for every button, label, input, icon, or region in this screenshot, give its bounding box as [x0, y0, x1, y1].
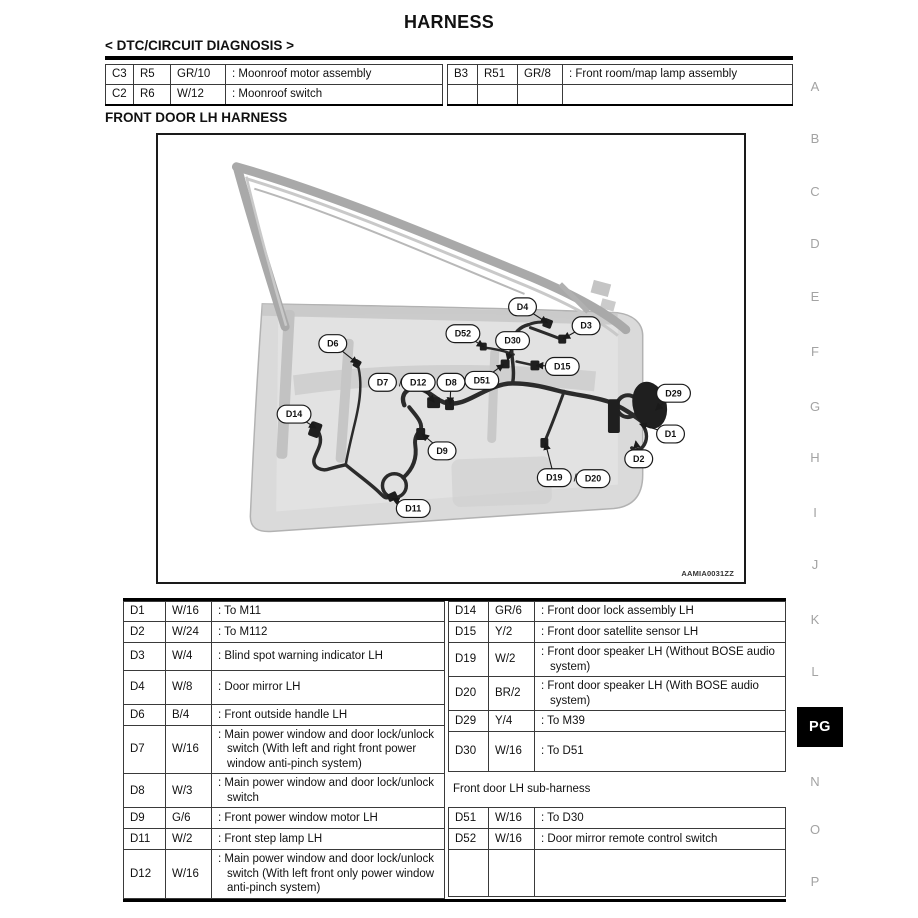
connector-label-D12: [398, 373, 435, 391]
connector-label-D1: [657, 425, 685, 443]
svg-text:D3: D3: [580, 320, 592, 331]
connector-label-D20: [573, 470, 610, 488]
cell-spec: W/2: [489, 643, 535, 677]
cell-desc: : Main power window and door lock/unlock switch (With left and right front power window anti-pinch system): [212, 726, 445, 774]
cell-spec: W/24: [166, 622, 212, 643]
cell-code: D3: [124, 643, 166, 671]
cell-code: D1: [124, 602, 166, 622]
cell-desc: : Front outside handle LH: [212, 705, 445, 726]
side-index-letter-B: B: [810, 131, 820, 146]
dtc-connector-tables: [105, 64, 793, 106]
cell-spec: B/4: [166, 705, 212, 726]
connector-label-D4: [509, 298, 537, 316]
cell-desc: : Front door speaker LH (With BOSE audio system): [535, 677, 786, 711]
table-row: [124, 774, 445, 808]
table-row: [106, 65, 443, 85]
cell-code: D52: [449, 829, 489, 850]
cell-grid: R51: [478, 65, 518, 85]
side-index-letter-F: F: [811, 344, 819, 359]
connector-label-D15: [545, 358, 579, 376]
table-row: [448, 65, 793, 85]
side-index-letter-J: J: [811, 557, 819, 572]
cell-desc: [563, 85, 793, 105]
cell-code: D6: [124, 705, 166, 726]
side-index-letter-G: G: [809, 399, 821, 414]
svg-text:D19: D19: [546, 472, 563, 483]
table-row: [449, 602, 786, 622]
cell-desc: : Door mirror remote control switch: [535, 829, 786, 850]
cell-spec: W/16: [166, 850, 212, 898]
cell-spec: GR/6: [489, 602, 535, 622]
dtc-table-right: [447, 64, 793, 106]
connector-label-D51: [465, 371, 499, 389]
cell-spec: W/16: [166, 726, 212, 774]
svg-text:D1: D1: [664, 428, 677, 439]
cell-code: D14: [449, 602, 489, 622]
connector-label-D9: [428, 442, 456, 460]
table-row: [124, 726, 445, 774]
cell-desc: : Front door speaker LH (Without BOSE audio system): [535, 643, 786, 677]
cell-spec: Y/2: [489, 622, 535, 643]
connector-label-D7: [369, 373, 397, 391]
cell-code: D51: [449, 808, 489, 829]
connector-label-D3: [572, 317, 600, 335]
connector-label-D11: [396, 500, 430, 518]
connector-label-D19: [537, 469, 571, 487]
table-row: [124, 850, 445, 898]
cell-spec: W/8: [166, 671, 212, 705]
table-row: [449, 677, 786, 711]
table-row: [124, 602, 445, 622]
table-row: [449, 711, 786, 732]
subharness-label: Front door LH sub-harness: [448, 772, 786, 807]
dtc-table-left: [105, 64, 443, 106]
cell-desc: : To M112: [212, 622, 445, 643]
cell-code: D30: [449, 732, 489, 772]
figure-code: AAMIA0031ZZ: [681, 569, 734, 578]
svg-text:D12: D12: [410, 377, 427, 388]
svg-text:D8: D8: [445, 377, 457, 388]
svg-text:D7: D7: [376, 377, 389, 388]
cell-code: C2: [106, 85, 134, 105]
cell-code: D12: [124, 850, 166, 898]
table-row: [124, 643, 445, 671]
side-index-letter-C: C: [810, 184, 820, 199]
svg-text:D6: D6: [327, 338, 339, 349]
label-separator-1: /: [573, 472, 577, 485]
side-index-letter-P: P: [810, 874, 820, 889]
cell-code: D4: [124, 671, 166, 705]
table-row: [449, 808, 786, 829]
connector-label-D2: [625, 450, 653, 468]
table-row: [124, 671, 445, 705]
harness-diagram: [156, 133, 746, 584]
cell-spec: G/6: [166, 808, 212, 829]
connector-table-left: [123, 601, 445, 899]
side-index-letter-O: O: [809, 822, 821, 837]
cell-code: D9: [124, 808, 166, 829]
table-row: [124, 808, 445, 829]
side-index-letter-H: H: [810, 450, 820, 465]
cell-spec: W/3: [166, 774, 212, 808]
cell-spec: W/2: [166, 829, 212, 850]
cell-desc: : To D30: [535, 808, 786, 829]
cell-desc: : Front power window motor LH: [212, 808, 445, 829]
connector-label-D6: [319, 335, 347, 353]
cell-desc: : Front step lamp LH: [212, 829, 445, 850]
svg-text:D9: D9: [436, 445, 448, 456]
cell-code: D11: [124, 829, 166, 850]
table-row: [449, 622, 786, 643]
table-row: [106, 85, 443, 105]
section-header: < DTC/CIRCUIT DIAGNOSIS >: [105, 38, 295, 53]
cell-code: [449, 850, 489, 897]
cell-spec: [518, 85, 563, 105]
connector-label-D29: [657, 384, 691, 402]
cell-desc: : Moonroof motor assembly: [226, 65, 443, 85]
cell-code: D29: [449, 711, 489, 732]
svg-text:D20: D20: [584, 473, 602, 484]
cell-spec: Y/4: [489, 711, 535, 732]
svg-text:D30: D30: [504, 335, 521, 346]
cell-desc: : Front room/map lamp assembly: [563, 65, 793, 85]
svg-text:D14: D14: [285, 409, 303, 420]
cell-code: D20: [449, 677, 489, 711]
cell-spec: W/16: [489, 829, 535, 850]
cell-code: D8: [124, 774, 166, 808]
table-row: [449, 829, 786, 850]
connector-label-D14: [277, 405, 311, 423]
table-row: [449, 643, 786, 677]
connector-label-D8: [437, 373, 465, 391]
cell-grid: [478, 85, 518, 105]
cell-spec: W/4: [166, 643, 212, 671]
side-index-letter-L: L: [811, 664, 819, 679]
cell-spec: GR/10: [171, 65, 226, 85]
cell-desc: : Front door satellite sensor LH: [535, 622, 786, 643]
svg-text:D11: D11: [405, 503, 422, 514]
table-row: [449, 732, 786, 772]
connector-table-right-lower: [448, 807, 786, 897]
cell-spec: W/16: [489, 808, 535, 829]
cell-spec: GR/8: [518, 65, 563, 85]
cell-spec: W/12: [171, 85, 226, 105]
cell-grid: R5: [134, 65, 171, 85]
connector-label-D30: [496, 332, 530, 350]
connector-table-right-upper: [448, 601, 786, 772]
cell-code: B3: [448, 65, 478, 85]
svg-text:D4: D4: [516, 301, 529, 312]
svg-text:D15: D15: [554, 361, 571, 372]
cell-desc: : Moonroof switch: [226, 85, 443, 105]
side-index-letter-I: I: [813, 505, 817, 520]
cell-spec: BR/2: [489, 677, 535, 711]
cell-code: D2: [124, 622, 166, 643]
cell-spec: W/16: [489, 732, 535, 772]
cell-desc: : To M39: [535, 711, 786, 732]
svg-text:D2: D2: [633, 453, 645, 464]
label-separator-0: /: [398, 377, 402, 390]
side-index-active-tab: PG: [797, 707, 843, 747]
cell-desc: : Door mirror LH: [212, 671, 445, 705]
side-index-letter-A: A: [810, 79, 820, 94]
cell-code: [448, 85, 478, 105]
cell-desc: [535, 850, 786, 897]
cell-desc: : Main power window and door lock/unlock switch (With left front only power window anti-pinch system): [212, 850, 445, 898]
side-index-letter-D: D: [810, 236, 820, 251]
connector-tables: [123, 598, 786, 902]
cell-desc: : To M11: [212, 602, 445, 622]
cell-desc: : Front door lock assembly LH: [535, 602, 786, 622]
cell-code: D19: [449, 643, 489, 677]
cell-desc: : Blind spot warning indicator LH: [212, 643, 445, 671]
cell-code: C3: [106, 65, 134, 85]
table-row: [448, 85, 793, 105]
cell-desc: : Main power window and door lock/unlock switch: [212, 774, 445, 808]
side-index-letter-E: E: [810, 289, 820, 304]
cell-spec: W/16: [166, 602, 212, 622]
subsection-title: FRONT DOOR LH HARNESS: [105, 110, 288, 125]
svg-text:D51: D51: [473, 375, 490, 386]
cell-desc: : To D51: [535, 732, 786, 772]
table-row: [124, 705, 445, 726]
table-row: [449, 850, 786, 897]
cell-grid: R6: [134, 85, 171, 105]
cell-code: D15: [449, 622, 489, 643]
table-row: [124, 622, 445, 643]
side-index-letter-K: K: [810, 612, 820, 627]
connector-label-D52: [446, 325, 480, 343]
cell-spec: [489, 850, 535, 897]
cell-code: D7: [124, 726, 166, 774]
table-row: [124, 829, 445, 850]
page-title: HARNESS: [403, 12, 495, 32]
side-index-letter-N: N: [810, 774, 820, 789]
svg-text:D29: D29: [665, 388, 682, 399]
section-divider-rule: [105, 56, 793, 60]
svg-text:D52: D52: [454, 328, 472, 339]
